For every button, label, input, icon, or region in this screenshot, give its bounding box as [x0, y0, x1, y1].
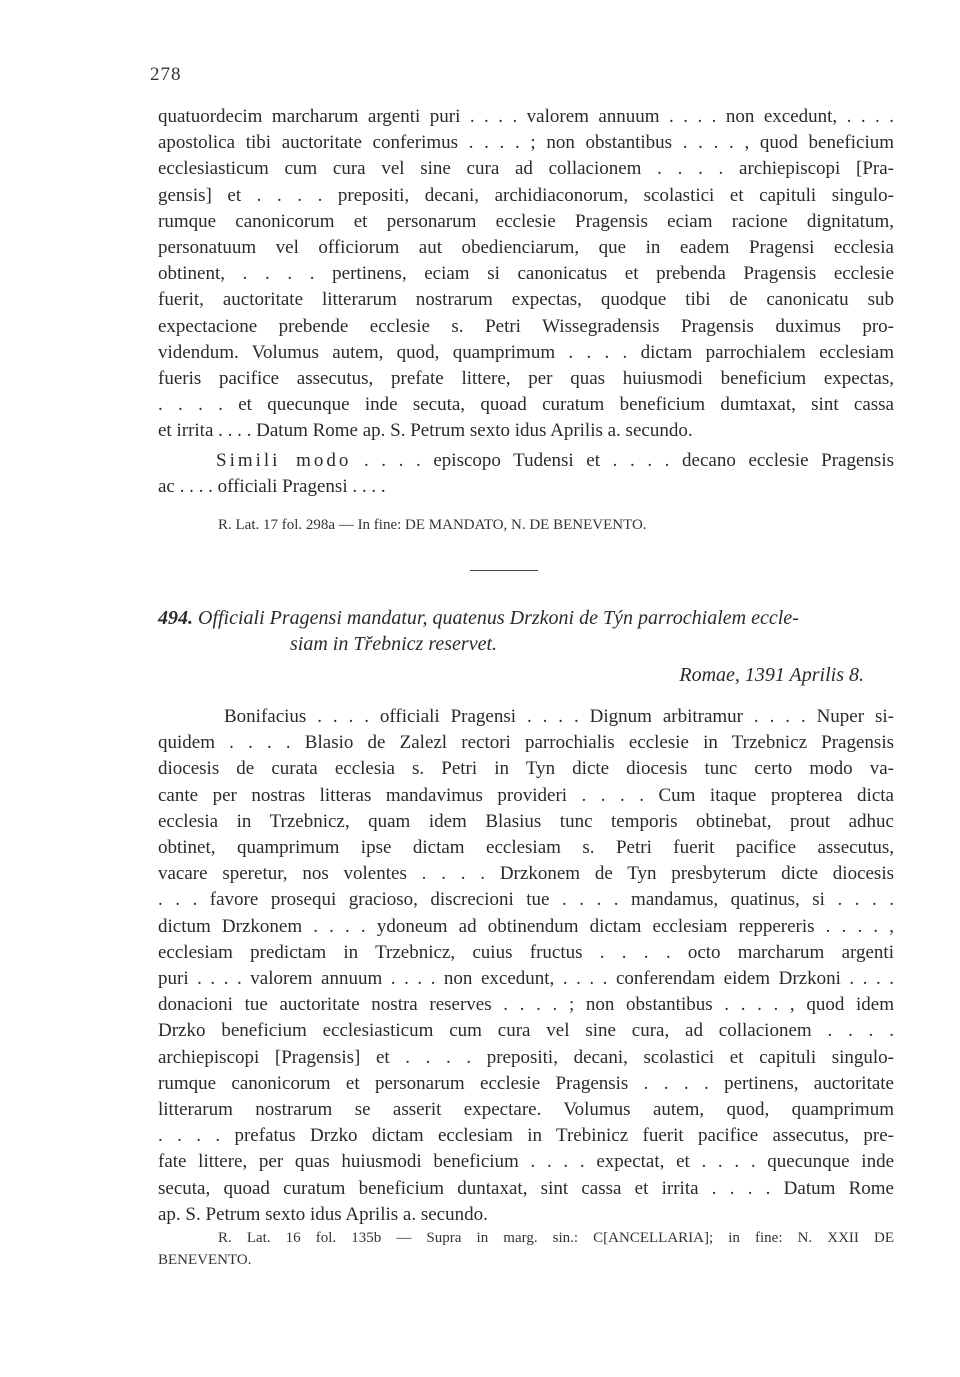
text-line: diocesis de curata ecclesia s. Petri in Tyn dicte diocesis tunc certo modo va- — [158, 758, 894, 780]
text-line: puri . . . . valorem annuum . . . . non excedunt, . . . . conferendam eidem Drzkoni . . . . — [158, 968, 894, 990]
text-line: expectacione prebende ecclesie s. Petri Wissegradensis Pragensis duximus pro- — [158, 315, 894, 337]
text-line: ap. S. Petrum sexto idus Aprilis a. secundo. — [158, 1203, 488, 1225]
simili-paragraph — [158, 448, 894, 500]
paragraph-continuation — [158, 104, 894, 445]
heading-line — [158, 605, 894, 631]
text-line: . . . . prefatus Drzko dictam ecclesiam in Trebinicz fuerit pacifice assecutus, pre- — [158, 1125, 894, 1147]
text-line: archiepiscopi [Pragensis] et . . . . prepositi, decani, scolastici et capituli singulo- — [158, 1046, 894, 1068]
text-line: fate littere, per quas huiusmodi beneficium . . . . expectat, et . . . . quecunque inde — [158, 1151, 894, 1173]
text-line: dictum Drzkonem . . . . ydoneum ad obtinendum dictam ecclesiam reppereris . . . . , — [158, 915, 894, 937]
source-note — [158, 1227, 894, 1271]
text-line: fueris pacifice assecutus, prefate littere, per quas huiusmodi beneficium expectas, — [158, 368, 894, 390]
text-line: quatuordecim marcharum argenti puri . . . . valorem annuum . . . . non excedunt, . . . . — [158, 106, 894, 127]
text-line: gensis] et . . . . prepositi, decani, archidiaconorum, scolastici et capituli singulo- — [158, 184, 894, 206]
text-line: secuta, quoad curatum beneficium duntaxat, sint cassa et irrita . . . . Datum Rome — [158, 1177, 894, 1199]
text-line: obtinent, . . . . pertinens, eciam si canonicatus et prebenda Pragensis ecclesie — [158, 263, 894, 285]
document-body — [158, 704, 894, 1228]
text-line: . . . favore prosequi gracioso, discrecioni tue . . . . mandamus, quatinus, si . . . . — [158, 889, 894, 911]
text-line: Bonifacius . . . . officiali Pragensi . . . . Dignum arbitramur . . . . Nuper si- — [224, 706, 894, 727]
document-number: 494. — [158, 607, 193, 629]
text-line: quidem . . . . Blasio de Zalezl rectori parrochialis ecclesie in Trzebnicz Pragensis — [158, 732, 894, 754]
document-heading — [158, 605, 894, 657]
text-line: ecclesia in Trzebnicz, quam idem Blasius tunc temporis obtinebat, prout adhuc — [158, 810, 894, 832]
text-line: ac . . . . officiali Pragensi . . . . — [158, 476, 386, 498]
text-line: rumque canonicorum et personarum ecclesie Pragensis . . . . pertinens, auctoritate — [158, 1072, 894, 1094]
text-line: ecclesiam predictam in Trzebnicz, cuius fructus . . . . octo marcharum argenti — [158, 941, 894, 963]
section-divider — [470, 570, 538, 571]
text-line: personatuum vel officiorum aut obedienciarum, que in eadem Pragensi ecclesia — [158, 237, 894, 259]
text-line: BENEVENTO. — [158, 1252, 252, 1268]
document-date: Romae, 1391 Aprilis 8. — [679, 664, 864, 686]
text-line: litterarum nostrarum se asserit expectare. Volumus autem, quod, quamprimum — [158, 1099, 894, 1121]
text-line: cante per nostras litteras mandavimus provideri . . . . Cum itaque propterea dicta — [158, 784, 894, 806]
text-line: fuerit, auctoritate litterarum nostrarum expectas, quodque tibi de canonicatu sub — [158, 289, 894, 311]
document-title: Officiali Pragensi mandatur, quatenus Drzkoni de Týn parrochialem eccle- — [198, 607, 799, 629]
text-line: rumque canonicorum et personarum ecclesie Pragensis eciam racione dignitatum, — [158, 210, 894, 232]
text-fragment: . . . . episcopo Tudensi et . . . . decano ecclesie Pragensis — [363, 450, 894, 471]
text-line: et irrita . . . . Datum Rome ap. S. Petrum sexto idus Aprilis a. secundo. — [158, 420, 693, 442]
text-line: donacioni tue auctoritate nostra reserves . . . . ; non obstantibus . . . . , quod idem — [158, 994, 894, 1016]
page-number: 278 — [150, 64, 182, 85]
heading-line: siam in Třebnicz reservet. — [290, 633, 498, 655]
text-line: vacare speretur, nos volentes . . . . Drzkonem de Tyn presbyterum dicte diocesis — [158, 863, 894, 885]
text-line: R. Lat. 16 fol. 135b — Supra in marg. sin.: C[ANCELLARIA]; in fine: N. XXII DE — [218, 1230, 894, 1246]
text-line — [158, 448, 894, 474]
text-line: . . . . et quecunque inde secuta, quoad curatum beneficium dumtaxat, sint cassa — [158, 394, 894, 416]
text-line: apostolica tibi auctoritate conferimus . . . . ; non obstantibus . . . . , quod beneficium — [158, 132, 894, 154]
text-line: videndum. Volumus autem, quod, quamprimum . . . . dictam parrochialem ecclesiam — [158, 341, 894, 363]
text-line: obtinet, quamprimum ipse dictam ecclesiam s. Petri fuerit pacifice assecutus, — [158, 837, 894, 859]
text-line: Drzko beneficium ecclesiasticum cum cura vel sine cura, ad collacionem . . . . — [158, 1020, 894, 1042]
source-note: R. Lat. 17 fol. 298a — In fine: DE MANDATO, N. DE BENEVENTO. — [218, 517, 647, 533]
text-line: ecclesiasticum cum cura vel sine cura ad collacionem . . . . archiepiscopi [Pra- — [158, 158, 894, 180]
spaced-words: Simili modo — [216, 450, 352, 471]
